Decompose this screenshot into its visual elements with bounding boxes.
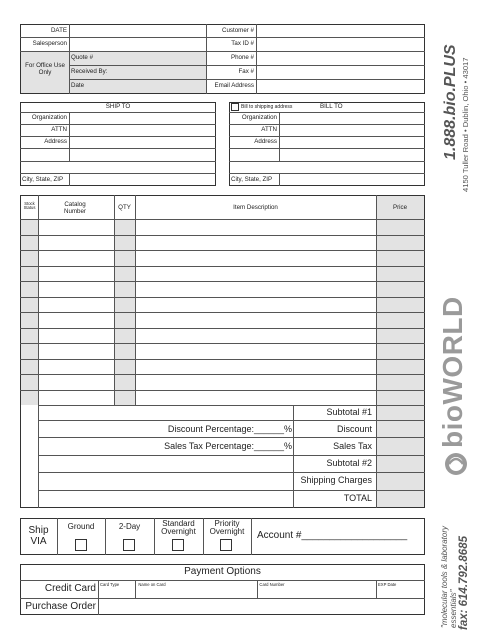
item-row[interactable] — [21, 329, 424, 344]
standard-overnight-label: Standard Overnight — [161, 519, 196, 536]
item-row[interactable] — [21, 220, 424, 235]
purchase-order-label: Purchase Order — [25, 601, 96, 612]
bill-address-field[interactable] — [280, 137, 424, 172]
fax-field[interactable] — [257, 66, 424, 78]
phone-label: Phone # — [230, 54, 254, 61]
brand-address: 4150 Tuller Road • Dublin, Ohio • 43017 — [461, 57, 470, 192]
ship-to-title: SHIP TO — [105, 103, 131, 110]
ship-attn-field[interactable] — [70, 125, 215, 135]
bill-city-field[interactable] — [280, 174, 424, 185]
account-number-field[interactable] — [300, 530, 420, 542]
item-row[interactable] — [21, 391, 424, 406]
shipping-charges-field[interactable] — [377, 473, 424, 489]
card-type-field[interactable] — [99, 589, 134, 597]
item-row[interactable] — [21, 236, 424, 251]
exp-date-label: EXP Date — [378, 582, 397, 587]
item-row[interactable] — [21, 344, 424, 359]
item-row[interactable] — [21, 298, 424, 313]
ship-attn-label: ATTN — [51, 126, 67, 133]
ship-city-field[interactable] — [70, 174, 215, 185]
phone-field[interactable] — [257, 52, 424, 64]
catalog-header: Catalog Number — [63, 201, 86, 215]
item-row[interactable] — [21, 375, 424, 390]
card-number-label: Card Number — [259, 582, 285, 587]
office-use-label: For Office Use Only — [25, 62, 65, 77]
ground-checkbox[interactable] — [75, 539, 87, 551]
discount-field[interactable] — [377, 421, 424, 436]
two-day-checkbox[interactable] — [123, 539, 135, 551]
standard-overnight-checkbox[interactable] — [172, 539, 184, 551]
ship-address-field[interactable] — [70, 137, 215, 172]
salesperson-field[interactable] — [70, 38, 205, 50]
price-header: Price — [392, 204, 408, 211]
exp-date-field[interactable] — [377, 589, 424, 597]
payment-options-title: Payment Options — [184, 566, 261, 577]
bill-attn-label: ATTN — [261, 126, 277, 133]
salesperson-label: Salesperson — [32, 40, 67, 47]
sales-tax-label: Sales Tax — [333, 441, 372, 451]
brand-phone: 1.888.bio.PLUS — [442, 44, 459, 160]
brand-fax: fax: 614.792.8685 — [458, 536, 470, 630]
card-number-field[interactable] — [258, 589, 375, 597]
bill-attn-field[interactable] — [280, 125, 424, 135]
date2-label: Date — [71, 82, 85, 89]
account-number-label: Account #___________________ — [257, 530, 408, 541]
bill-to-shipping-checkbox[interactable] — [231, 103, 239, 111]
total-field[interactable] — [377, 491, 424, 507]
customer-number-field[interactable] — [257, 25, 424, 37]
stock-status-header: Stock Status — [23, 201, 36, 211]
shipping-charges-label: Shipping Charges — [300, 475, 372, 485]
bill-address-label: Address — [254, 138, 277, 145]
email-field[interactable] — [257, 80, 424, 93]
ship-address-label: Address — [44, 138, 67, 145]
ship-city-label: City, State, ZIP — [22, 176, 64, 183]
item-row[interactable] — [21, 267, 424, 282]
discount-percentage-label: Discount Percentage:______% — [167, 424, 292, 434]
bioworld-logo — [437, 222, 470, 480]
bill-organization-field[interactable] — [280, 113, 424, 123]
name-on-card-label: Name on Card — [138, 582, 166, 587]
ship-organization-label: Organization — [31, 114, 67, 121]
credit-card-label: Credit Card — [44, 583, 96, 594]
received-by-label: Received By: — [71, 68, 108, 75]
date-label: DATE — [50, 27, 67, 34]
ship-via-label: Ship VIA — [28, 525, 49, 547]
discount-label: Discount — [336, 424, 372, 434]
item-row[interactable] — [21, 251, 424, 266]
sales-tax-field[interactable] — [377, 438, 424, 454]
item-row[interactable] — [21, 282, 424, 297]
bill-to-shipping-label: Bill to shipping address — [241, 104, 293, 110]
subtotal1-field[interactable] — [377, 406, 424, 419]
ship-organization-field[interactable] — [70, 113, 215, 123]
bill-to-title: BILL TO — [320, 103, 343, 110]
item-row[interactable] — [21, 313, 424, 328]
subtotal2-field[interactable] — [377, 456, 424, 471]
brand-tagline: "molecular tools & laboratory essentials" — [440, 526, 458, 628]
card-type-label: Card Type — [100, 582, 120, 587]
quote-label: Quote # — [71, 54, 94, 61]
tax-id-label: Tax ID # — [231, 40, 254, 47]
bill-city-label: City, State, ZIP — [231, 176, 273, 183]
name-on-card-field[interactable] — [136, 589, 256, 597]
qty-header: QTY — [118, 204, 131, 211]
email-label: Email Address — [214, 82, 254, 89]
sales-tax-percentage-label: Sales Tax Percentage:______% — [164, 441, 292, 451]
priority-overnight-checkbox[interactable] — [220, 539, 232, 551]
purchase-order-field[interactable] — [99, 599, 424, 614]
item-row[interactable] — [21, 360, 424, 375]
subtotal2-label: Subtotal #2 — [326, 458, 372, 468]
two-day-label: 2-Day — [118, 522, 141, 531]
total-label: TOTAL — [343, 493, 372, 503]
fax-label: Fax # — [238, 68, 254, 75]
subtotal1-label: Subtotal #1 — [326, 407, 372, 417]
description-header: Item Description — [233, 204, 278, 211]
date-field[interactable] — [70, 25, 205, 37]
logo-text: bioWORLD — [437, 296, 468, 448]
priority-overnight-label: Priority Overnight — [209, 519, 245, 536]
customer-label: Customer # — [222, 27, 254, 34]
bill-organization-label: Organization — [241, 114, 277, 121]
tax-id-field[interactable] — [257, 38, 424, 50]
ground-label: Ground — [67, 522, 95, 531]
